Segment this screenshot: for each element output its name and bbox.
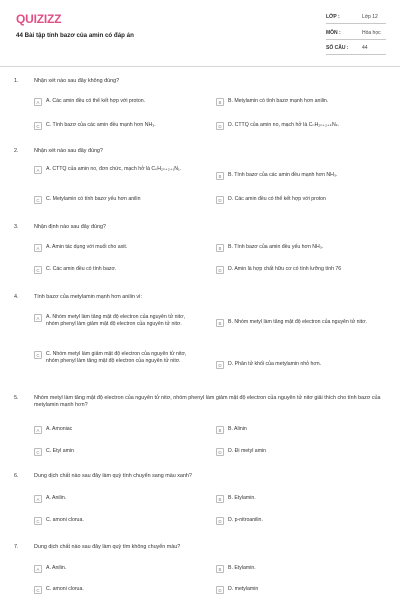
- option-a[interactable]: [34, 98, 204, 106]
- grade-value: Lớp 12: [362, 14, 378, 20]
- option-b[interactable]: [216, 565, 386, 573]
- option-text: A. Nhóm metyl làm tăng mật độ electron của nguyên tử nitơ, nhóm phenyl làm giảm mật độ electron của nguyên tử nitơ.: [46, 314, 185, 328]
- option-text: C. amoni clorua.: [46, 586, 84, 592]
- subject-label: MÔN :: [326, 30, 341, 36]
- option-letter-box: A: [34, 244, 42, 252]
- option-c[interactable]: [34, 448, 204, 456]
- option-b[interactable]: [216, 98, 386, 106]
- option-letter-box: A: [34, 314, 42, 322]
- option-c[interactable]: [34, 351, 196, 366]
- option-b[interactable]: [216, 172, 386, 180]
- question-text: Nhận xét nào sau đây không đúng?: [34, 78, 120, 84]
- option-letter-box: C: [34, 122, 42, 130]
- question-text: Nhóm metyl làm tăng mật độ electron của nguyên tử nitơ, nhóm phenyl làm giảm mật độ electron của nguyên tử nitơ giải thích cho tính bazơ của metylamin mạnh hơn?: [34, 395, 381, 409]
- option-text: B. Etylamin.: [228, 495, 256, 501]
- option-text: C. Tính bazơ của các amin đều mạnh hơn NH₃.: [46, 122, 156, 128]
- quizizz-logo: QUIZIZZ: [16, 12, 62, 26]
- option-d[interactable]: [216, 122, 386, 130]
- option-text: D. p-nitroanilin.: [228, 517, 263, 523]
- option-text: C. Các amin đều có tính bazơ.: [46, 266, 117, 272]
- option-a[interactable]: [34, 426, 204, 434]
- option-b[interactable]: [216, 495, 386, 503]
- option-letter-box: B: [216, 98, 224, 106]
- question-count-value: 44: [362, 45, 368, 51]
- question-number: 4.: [14, 294, 19, 300]
- option-text: C. Metylamin có tính bazơ yếu hơn anilin: [46, 196, 141, 202]
- question-1: [14, 78, 386, 140]
- option-letter-box: C: [34, 448, 42, 456]
- option-text: C. Nhóm metyl làm giảm mật độ electron của nguyên tử nitơ, nhóm phenyl làm tăng mật độ electron của nguyên tử nitơ.: [46, 351, 187, 365]
- option-letter-box: B: [216, 495, 224, 503]
- option-text: D. Đi metyl amin: [228, 448, 267, 454]
- option-text: B. Metylamin có tính bazơ mạnh hơn anilin.: [228, 98, 329, 104]
- option-a[interactable]: [34, 495, 204, 503]
- option-text: A. Amin tác dụng với muối cho axit.: [46, 244, 128, 250]
- question-5: [14, 395, 386, 465]
- option-c[interactable]: [34, 196, 204, 204]
- option-text: B. Alinin: [228, 426, 247, 432]
- option-text: A. CTTQ của amin no, đơn chức, mạch hở là CₙH₂ₙ₊₂₊₁N₁.: [46, 166, 182, 172]
- option-c[interactable]: [34, 266, 204, 274]
- option-text: D. Phân tử khối của metylamin nhỏ hơn.: [228, 361, 322, 367]
- question-number: 7.: [14, 544, 19, 550]
- option-letter-box: C: [34, 586, 42, 594]
- option-letter-box: B: [216, 172, 224, 180]
- option-d[interactable]: [216, 586, 386, 594]
- option-a[interactable]: [34, 244, 204, 252]
- question-text: Dung dịch chất nào sau đây làm quỳ tím không chuyển màu?: [34, 544, 181, 550]
- option-letter-box: D: [216, 586, 224, 594]
- question-count-label: SỐ CÂU :: [326, 45, 349, 51]
- option-letter-box: D: [216, 122, 224, 130]
- option-letter-box: D: [216, 361, 224, 369]
- option-d[interactable]: [216, 517, 386, 525]
- question-3: [14, 224, 386, 284]
- option-text: D. CTTQ của amin no, mạch hở là CₙH₂ₙ₊₂₊ₖNₖ.: [228, 122, 340, 128]
- option-letter-box: B: [216, 565, 224, 573]
- option-text: A. Anilin.: [46, 495, 67, 501]
- option-letter-box: B: [216, 319, 224, 327]
- option-text: A. Anilin.: [46, 565, 67, 571]
- question-text: Tính bazơ của metylamin mạnh hơn anilin vì:: [34, 294, 143, 300]
- option-text: C. Etyl amin: [46, 448, 74, 454]
- option-letter-box: C: [34, 351, 42, 359]
- option-c[interactable]: [34, 586, 204, 594]
- option-b[interactable]: [216, 244, 386, 252]
- option-letter-box: D: [216, 517, 224, 525]
- option-letter-box: D: [216, 196, 224, 204]
- option-c[interactable]: [34, 122, 204, 130]
- divider: [326, 39, 386, 40]
- question-number: 1.: [14, 78, 19, 84]
- page-title: 44 Bài tập tính bazơ của amin có đáp án: [16, 32, 134, 39]
- option-letter-box: C: [34, 517, 42, 525]
- header-divider: [0, 66, 400, 67]
- option-text: C. amoni clorua.: [46, 517, 84, 523]
- option-letter-box: A: [34, 565, 42, 573]
- option-letter-box: A: [34, 166, 42, 174]
- option-text: D. Amin là hợp chất hữu cơ có tính lưỡng tính 76: [228, 266, 342, 272]
- question-text: Dung dịch chất nào sau đây làm quỳ tính chuyển sang màu xanh?: [34, 473, 192, 479]
- option-letter-box: B: [216, 426, 224, 434]
- question-6: [14, 473, 386, 535]
- option-letter-box: C: [34, 266, 42, 274]
- question-text: Nhận định nào sau đây đúng?: [34, 224, 106, 230]
- option-d[interactable]: [216, 196, 386, 204]
- option-letter-box: D: [216, 266, 224, 274]
- option-text: B. Tính bazơ của amin đều yếu hơn NH₃.: [228, 244, 324, 250]
- option-d[interactable]: [216, 361, 386, 369]
- option-text: D. Các amin đều có thể kết hợp với proton: [228, 196, 326, 202]
- option-d[interactable]: [216, 448, 386, 456]
- question-2: [14, 148, 386, 214]
- option-letter-box: D: [216, 448, 224, 456]
- option-letter-box: B: [216, 244, 224, 252]
- question-number: 6.: [14, 473, 19, 479]
- option-text: A. Amoniac: [46, 426, 73, 432]
- divider: [326, 23, 386, 24]
- question-text: Nhận xét nào sau đây đúng?: [34, 148, 103, 154]
- option-a[interactable]: [34, 166, 204, 174]
- option-text: A. Các amin đều có thể kết hợp với proton.: [46, 98, 146, 104]
- option-d[interactable]: [216, 266, 386, 274]
- option-letter-box: A: [34, 98, 42, 106]
- subject-value: Hóa học: [362, 30, 381, 36]
- divider: [326, 54, 386, 55]
- option-a[interactable]: [34, 314, 196, 329]
- option-b[interactable]: [216, 426, 386, 434]
- option-letter-box: C: [34, 196, 42, 204]
- option-b[interactable]: [216, 319, 386, 327]
- option-text: D. metylamin: [228, 586, 259, 592]
- question-number: 5.: [14, 395, 19, 401]
- option-text: B. Tính bazơ của các amin đều mạnh hơn NH₃.: [228, 172, 338, 178]
- grade-label: LỚP :: [326, 14, 340, 20]
- option-letter-box: A: [34, 495, 42, 503]
- option-letter-box: A: [34, 426, 42, 434]
- option-a[interactable]: [34, 565, 204, 573]
- question-4: [14, 294, 386, 384]
- question-7: [14, 544, 386, 598]
- option-text: B. Nhóm metyl làm tăng mật độ electron của nguyên tử nitơ.: [228, 319, 367, 325]
- option-c[interactable]: [34, 517, 204, 525]
- option-text: B. Etylamin.: [228, 565, 256, 571]
- document-header: [0, 0, 400, 66]
- question-number: 2.: [14, 148, 19, 154]
- question-number: 3.: [14, 224, 19, 230]
